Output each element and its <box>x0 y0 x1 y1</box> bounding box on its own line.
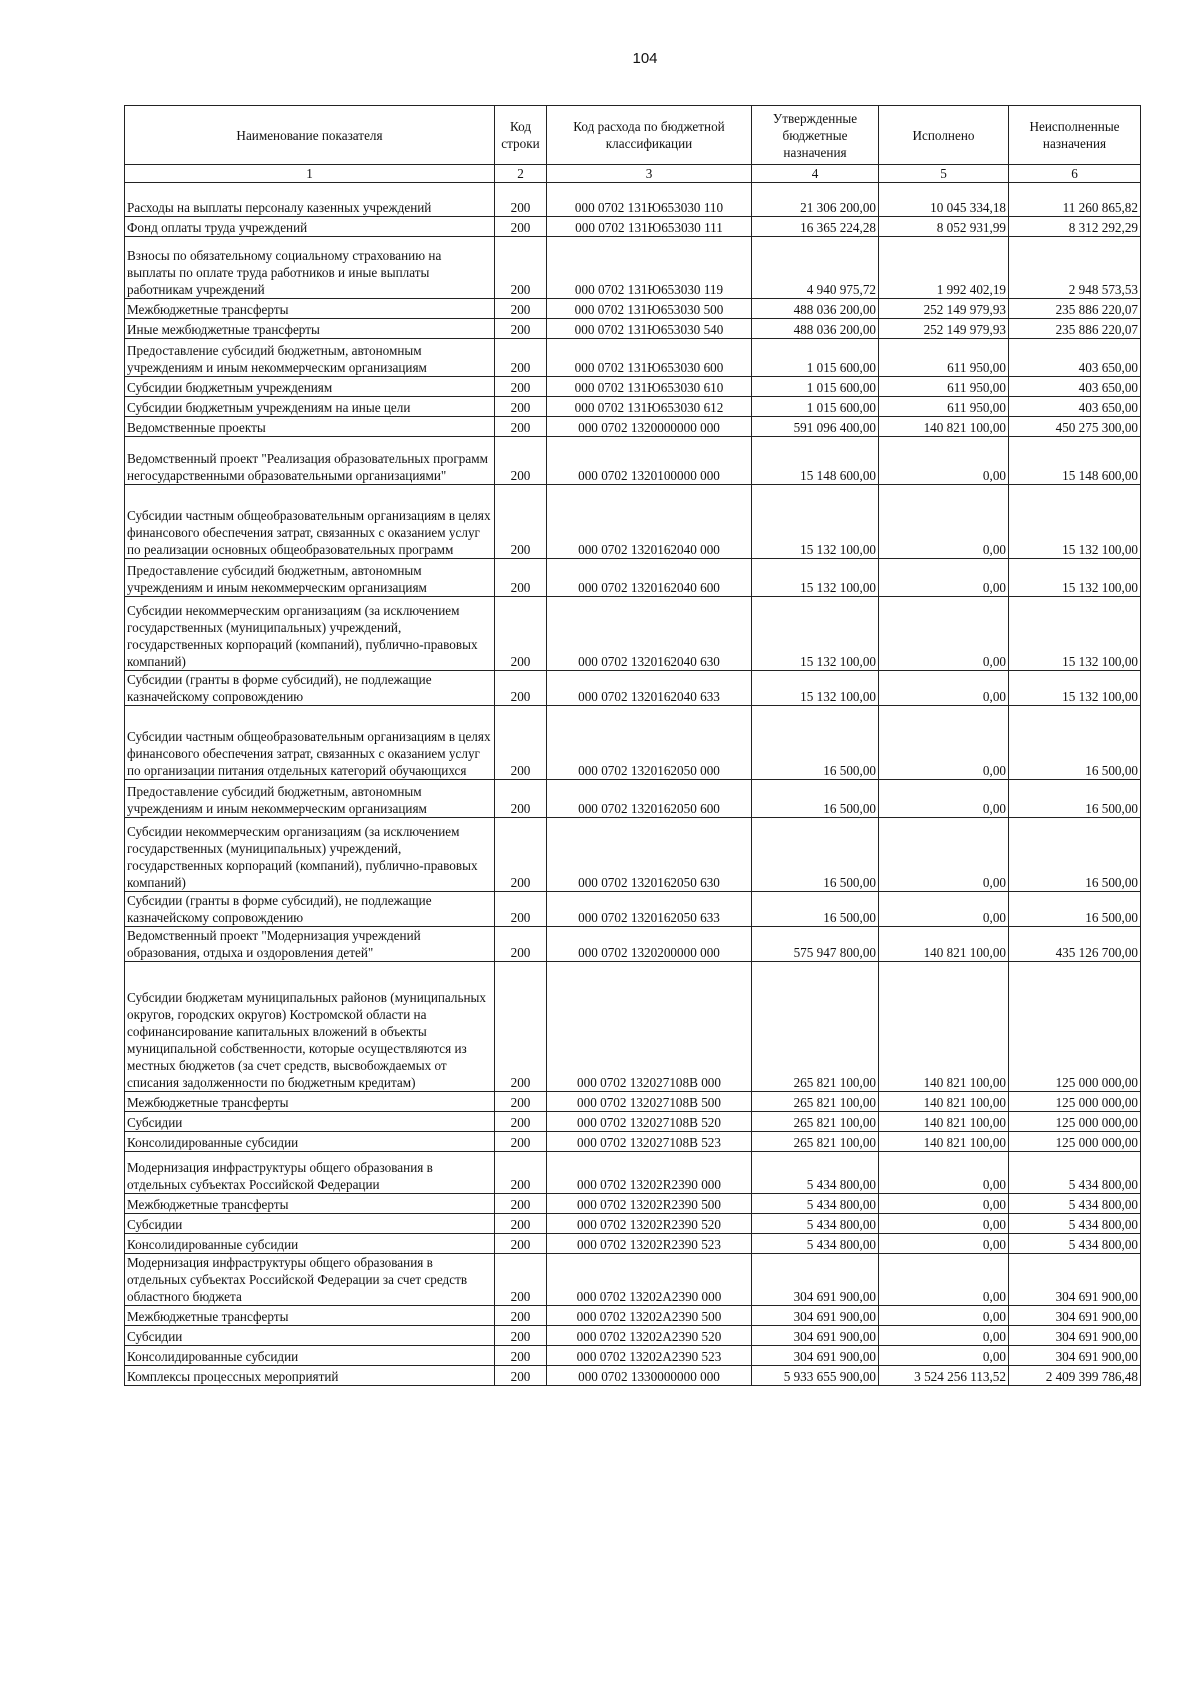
row-name: Субсидии некоммерческим организациям (за исключением государственных (муниципальных) учреждений, государственных корпораций (компаний), публично-правовых компаний) <box>125 597 495 671</box>
row-code: 200 <box>495 237 547 299</box>
row-kbk: 000 0702 1320100000 000 <box>547 437 752 485</box>
row-executed: 0,00 <box>879 485 1009 559</box>
row-code: 200 <box>495 962 547 1092</box>
row-approved: 16 500,00 <box>752 706 879 780</box>
row-unexecuted: 125 000 000,00 <box>1009 1132 1141 1152</box>
row-executed: 0,00 <box>879 437 1009 485</box>
row-name: Субсидии <box>125 1214 495 1234</box>
row-approved: 15 132 100,00 <box>752 559 879 597</box>
row-name: Субсидии некоммерческим организациям (за исключением государственных (муниципальных) учреждений, государственных корпораций (компаний), публично-правовых компаний) <box>125 818 495 892</box>
row-unexecuted: 2 409 399 786,48 <box>1009 1366 1141 1386</box>
row-unexecuted: 15 132 100,00 <box>1009 597 1141 671</box>
row-approved: 5 434 800,00 <box>752 1214 879 1234</box>
row-name: Расходы на выплаты персоналу казенных учреждений <box>125 183 495 217</box>
table-row <box>125 1214 1141 1234</box>
row-code: 200 <box>495 706 547 780</box>
row-approved: 304 691 900,00 <box>752 1306 879 1326</box>
row-approved: 265 821 100,00 <box>752 1092 879 1112</box>
row-kbk: 000 0702 132027108B 500 <box>547 1092 752 1112</box>
row-executed: 0,00 <box>879 1254 1009 1306</box>
row-name: Межбюджетные трансферты <box>125 1194 495 1214</box>
row-approved: 304 691 900,00 <box>752 1326 879 1346</box>
row-code: 200 <box>495 597 547 671</box>
row-kbk: 000 0702 13202A2390 520 <box>547 1326 752 1346</box>
row-name: Консолидированные субсидии <box>125 1234 495 1254</box>
table-row <box>125 237 1141 299</box>
row-kbk: 000 0702 131Ю653030 119 <box>547 237 752 299</box>
row-name: Субсидии (гранты в форме субсидий), не подлежащие казначейскому сопровождению <box>125 892 495 927</box>
row-code: 200 <box>495 397 547 417</box>
row-code: 200 <box>495 892 547 927</box>
header-code: Код строки <box>495 106 547 165</box>
row-code: 200 <box>495 417 547 437</box>
row-approved: 265 821 100,00 <box>752 962 879 1092</box>
row-unexecuted: 2 948 573,53 <box>1009 237 1141 299</box>
header-kbk: Код расхода по бюджетной классификации <box>547 106 752 165</box>
table-row <box>125 706 1141 780</box>
table-row <box>125 1132 1141 1152</box>
row-executed: 0,00 <box>879 1152 1009 1194</box>
row-code: 200 <box>495 183 547 217</box>
row-approved: 5 434 800,00 <box>752 1152 879 1194</box>
row-executed: 140 821 100,00 <box>879 1132 1009 1152</box>
row-name: Консолидированные субсидии <box>125 1346 495 1366</box>
row-code: 200 <box>495 1346 547 1366</box>
row-approved: 488 036 200,00 <box>752 299 879 319</box>
row-unexecuted: 5 434 800,00 <box>1009 1152 1141 1194</box>
table-row <box>125 437 1141 485</box>
row-unexecuted: 435 126 700,00 <box>1009 927 1141 962</box>
row-name: Субсидии <box>125 1112 495 1132</box>
row-approved: 15 132 100,00 <box>752 597 879 671</box>
column-number-row <box>125 165 1141 183</box>
row-name: Субсидии бюджетным учреждениям <box>125 377 495 397</box>
row-approved: 5 434 800,00 <box>752 1194 879 1214</box>
row-unexecuted: 15 132 100,00 <box>1009 559 1141 597</box>
header-name: Наименование показателя <box>125 106 495 165</box>
row-unexecuted: 15 132 100,00 <box>1009 671 1141 706</box>
row-name: Иные межбюджетные трансферты <box>125 319 495 339</box>
row-unexecuted: 403 650,00 <box>1009 339 1141 377</box>
row-name: Субсидии (гранты в форме субсидий), не подлежащие казначейскому сопровождению <box>125 671 495 706</box>
table-row <box>125 183 1141 217</box>
row-kbk: 000 0702 131Ю653030 600 <box>547 339 752 377</box>
table-row <box>125 1112 1141 1132</box>
row-unexecuted: 125 000 000,00 <box>1009 962 1141 1092</box>
row-kbk: 000 0702 13202A2390 500 <box>547 1306 752 1326</box>
table-row <box>125 1152 1141 1194</box>
row-kbk: 000 0702 131Ю653030 540 <box>547 319 752 339</box>
table-row <box>125 1092 1141 1112</box>
header-approved: Утвержденные бюджетные назначения <box>752 106 879 165</box>
row-unexecuted: 125 000 000,00 <box>1009 1112 1141 1132</box>
row-executed: 140 821 100,00 <box>879 1112 1009 1132</box>
table-row <box>125 962 1141 1092</box>
row-kbk: 000 0702 13202R2390 000 <box>547 1152 752 1194</box>
row-kbk: 000 0702 1320200000 000 <box>547 927 752 962</box>
row-executed: 0,00 <box>879 1194 1009 1214</box>
row-name: Ведомственный проект "Модернизация учреждений образования, отдыха и оздоровления детей" <box>125 927 495 962</box>
row-approved: 15 148 600,00 <box>752 437 879 485</box>
row-name: Предоставление субсидий бюджетным, автономным учреждениям и иным некоммерческим организациям <box>125 780 495 818</box>
row-kbk: 000 0702 131Ю653030 610 <box>547 377 752 397</box>
row-executed: 0,00 <box>879 1346 1009 1366</box>
column-number: 3 <box>547 165 752 183</box>
row-executed: 140 821 100,00 <box>879 1092 1009 1112</box>
row-approved: 16 500,00 <box>752 892 879 927</box>
row-approved: 575 947 800,00 <box>752 927 879 962</box>
row-unexecuted: 304 691 900,00 <box>1009 1346 1141 1366</box>
row-name: Субсидии <box>125 1326 495 1346</box>
row-unexecuted: 15 132 100,00 <box>1009 485 1141 559</box>
row-kbk: 000 0702 13202A2390 000 <box>547 1254 752 1306</box>
row-unexecuted: 304 691 900,00 <box>1009 1326 1141 1346</box>
row-name: Фонд оплаты труда учреждений <box>125 217 495 237</box>
row-executed: 0,00 <box>879 1326 1009 1346</box>
row-name: Модернизация инфраструктуры общего образования в отдельных субъектах Российской Федерации за счет средств областного бюджета <box>125 1254 495 1306</box>
row-approved: 15 132 100,00 <box>752 671 879 706</box>
row-kbk: 000 0702 131Ю653030 500 <box>547 299 752 319</box>
row-unexecuted: 403 650,00 <box>1009 397 1141 417</box>
row-executed: 0,00 <box>879 597 1009 671</box>
table-row <box>125 1306 1141 1326</box>
table-row <box>125 892 1141 927</box>
row-code: 200 <box>495 1254 547 1306</box>
table-row <box>125 671 1141 706</box>
row-approved: 1 015 600,00 <box>752 397 879 417</box>
row-name: Субсидии частным общеобразовательным организациям в целях финансового обеспечения затрат, связанных с оказанием услуг по организации питания отдельных категорий обучающихся <box>125 706 495 780</box>
column-number: 5 <box>879 165 1009 183</box>
row-kbk: 000 0702 1320162040 630 <box>547 597 752 671</box>
column-number: 4 <box>752 165 879 183</box>
row-executed: 0,00 <box>879 892 1009 927</box>
row-approved: 591 096 400,00 <box>752 417 879 437</box>
row-code: 200 <box>495 1194 547 1214</box>
row-kbk: 000 0702 13202A2390 523 <box>547 1346 752 1366</box>
row-unexecuted: 5 434 800,00 <box>1009 1234 1141 1254</box>
row-unexecuted: 5 434 800,00 <box>1009 1194 1141 1214</box>
row-executed: 0,00 <box>879 1234 1009 1254</box>
table-row <box>125 417 1141 437</box>
row-unexecuted: 235 886 220,07 <box>1009 319 1141 339</box>
row-executed: 252 149 979,93 <box>879 319 1009 339</box>
row-code: 200 <box>495 1092 547 1112</box>
row-kbk: 000 0702 1320162050 600 <box>547 780 752 818</box>
header-unexecuted: Неисполненные назначения <box>1009 106 1141 165</box>
row-unexecuted: 16 500,00 <box>1009 706 1141 780</box>
page-number: 104 <box>632 50 658 67</box>
row-executed: 611 950,00 <box>879 397 1009 417</box>
row-code: 200 <box>495 927 547 962</box>
table-header-row <box>125 106 1141 165</box>
row-approved: 21 306 200,00 <box>752 183 879 217</box>
table-row <box>125 339 1141 377</box>
row-executed: 3 524 256 113,52 <box>879 1366 1009 1386</box>
row-executed: 0,00 <box>879 706 1009 780</box>
row-code: 200 <box>495 1234 547 1254</box>
row-code: 200 <box>495 319 547 339</box>
row-kbk: 000 0702 131Ю653030 111 <box>547 217 752 237</box>
row-approved: 15 132 100,00 <box>752 485 879 559</box>
table-row <box>125 927 1141 962</box>
row-approved: 488 036 200,00 <box>752 319 879 339</box>
row-code: 200 <box>495 818 547 892</box>
row-unexecuted: 16 500,00 <box>1009 780 1141 818</box>
row-kbk: 000 0702 1320162050 633 <box>547 892 752 927</box>
row-unexecuted: 11 260 865,82 <box>1009 183 1141 217</box>
row-executed: 140 821 100,00 <box>879 927 1009 962</box>
row-unexecuted: 15 148 600,00 <box>1009 437 1141 485</box>
table-body <box>125 183 1141 1386</box>
row-approved: 1 015 600,00 <box>752 377 879 397</box>
table-row <box>125 299 1141 319</box>
row-unexecuted: 450 275 300,00 <box>1009 417 1141 437</box>
table-row <box>125 818 1141 892</box>
row-name: Субсидии бюджетам муниципальных районов (муниципальных округов, городских округов) Костромской области на софинансирование капитальных вложений в объекты муниципальной собственности, которые осуществляются из местных бюджетов (за счет средств, высвобождаемых от списания задолженности по бюджетным кредитам) <box>125 962 495 1092</box>
row-code: 200 <box>495 671 547 706</box>
row-executed: 0,00 <box>879 559 1009 597</box>
row-name: Субсидии бюджетным учреждениям на иные цели <box>125 397 495 417</box>
table-row <box>125 319 1141 339</box>
row-name: Ведомственный проект "Реализация образовательных программ негосударственными образовательными организациями" <box>125 437 495 485</box>
row-kbk: 000 0702 131Ю653030 612 <box>547 397 752 417</box>
row-name: Взносы по обязательному социальному страхованию на выплаты по оплате труда работников и иные выплаты работникам учреждений <box>125 237 495 299</box>
row-name: Ведомственные проекты <box>125 417 495 437</box>
row-approved: 5 933 655 900,00 <box>752 1366 879 1386</box>
row-executed: 10 045 334,18 <box>879 183 1009 217</box>
row-unexecuted: 235 886 220,07 <box>1009 299 1141 319</box>
table-row <box>125 597 1141 671</box>
row-unexecuted: 16 500,00 <box>1009 892 1141 927</box>
row-kbk: 000 0702 132027108B 000 <box>547 962 752 1092</box>
row-name: Межбюджетные трансферты <box>125 299 495 319</box>
row-executed: 140 821 100,00 <box>879 417 1009 437</box>
row-executed: 140 821 100,00 <box>879 962 1009 1092</box>
row-code: 200 <box>495 1366 547 1386</box>
row-kbk: 000 0702 1320162040 600 <box>547 559 752 597</box>
row-kbk: 000 0702 1320162040 000 <box>547 485 752 559</box>
row-kbk: 000 0702 132027108B 520 <box>547 1112 752 1132</box>
row-approved: 265 821 100,00 <box>752 1132 879 1152</box>
row-code: 200 <box>495 1152 547 1194</box>
row-unexecuted: 304 691 900,00 <box>1009 1254 1141 1306</box>
row-executed: 0,00 <box>879 1306 1009 1326</box>
row-kbk: 000 0702 1320162040 633 <box>547 671 752 706</box>
column-number: 6 <box>1009 165 1141 183</box>
row-approved: 1 015 600,00 <box>752 339 879 377</box>
row-approved: 304 691 900,00 <box>752 1346 879 1366</box>
row-code: 200 <box>495 339 547 377</box>
row-unexecuted: 8 312 292,29 <box>1009 217 1141 237</box>
row-name: Межбюджетные трансферты <box>125 1092 495 1112</box>
row-unexecuted: 125 000 000,00 <box>1009 1092 1141 1112</box>
header-executed: Исполнено <box>879 106 1009 165</box>
table-row <box>125 377 1141 397</box>
row-executed: 0,00 <box>879 818 1009 892</box>
row-code: 200 <box>495 1132 547 1152</box>
column-number: 2 <box>495 165 547 183</box>
table-row <box>125 1366 1141 1386</box>
row-kbk: 000 0702 13202R2390 500 <box>547 1194 752 1214</box>
row-kbk: 000 0702 132027108B 523 <box>547 1132 752 1152</box>
row-unexecuted: 304 691 900,00 <box>1009 1306 1141 1326</box>
row-unexecuted: 5 434 800,00 <box>1009 1214 1141 1234</box>
column-number: 1 <box>125 165 495 183</box>
row-kbk: 000 0702 1320000000 000 <box>547 417 752 437</box>
table-row <box>125 217 1141 237</box>
table-row <box>125 485 1141 559</box>
row-code: 200 <box>495 1112 547 1132</box>
row-approved: 16 365 224,28 <box>752 217 879 237</box>
row-code: 200 <box>495 299 547 319</box>
table-row <box>125 1254 1141 1306</box>
row-code: 200 <box>495 1214 547 1234</box>
row-name: Модернизация инфраструктуры общего образования в отдельных субъектах Российской Федерации <box>125 1152 495 1194</box>
table-row <box>125 1194 1141 1214</box>
row-code: 200 <box>495 437 547 485</box>
row-name: Комплексы процессных мероприятий <box>125 1366 495 1386</box>
row-approved: 4 940 975,72 <box>752 237 879 299</box>
row-code: 200 <box>495 485 547 559</box>
row-approved: 304 691 900,00 <box>752 1254 879 1306</box>
row-name: Субсидии частным общеобразовательным организациям в целях финансового обеспечения затрат, связанных с оказанием услуг по реализации основных общеобразовательных программ <box>125 485 495 559</box>
row-code: 200 <box>495 217 547 237</box>
table-row <box>125 1346 1141 1366</box>
row-code: 200 <box>495 780 547 818</box>
row-code: 200 <box>495 377 547 397</box>
row-approved: 5 434 800,00 <box>752 1234 879 1254</box>
row-executed: 252 149 979,93 <box>879 299 1009 319</box>
row-executed: 0,00 <box>879 780 1009 818</box>
table-row <box>125 397 1141 417</box>
row-code: 200 <box>495 1326 547 1346</box>
row-kbk: 000 0702 1320162050 000 <box>547 706 752 780</box>
budget-execution-table <box>124 105 1141 1386</box>
row-executed: 1 992 402,19 <box>879 237 1009 299</box>
row-code: 200 <box>495 559 547 597</box>
row-executed: 611 950,00 <box>879 377 1009 397</box>
row-approved: 16 500,00 <box>752 818 879 892</box>
row-code: 200 <box>495 1306 547 1326</box>
row-executed: 0,00 <box>879 1214 1009 1234</box>
row-executed: 611 950,00 <box>879 339 1009 377</box>
row-unexecuted: 403 650,00 <box>1009 377 1141 397</box>
table-row <box>125 780 1141 818</box>
table-row <box>125 559 1141 597</box>
table-row <box>125 1234 1141 1254</box>
row-executed: 0,00 <box>879 671 1009 706</box>
table-row <box>125 1326 1141 1346</box>
row-kbk: 000 0702 13202R2390 523 <box>547 1234 752 1254</box>
row-name: Межбюджетные трансферты <box>125 1306 495 1326</box>
row-approved: 16 500,00 <box>752 780 879 818</box>
row-approved: 265 821 100,00 <box>752 1112 879 1132</box>
row-name: Предоставление субсидий бюджетным, автономным учреждениям и иным некоммерческим организациям <box>125 339 495 377</box>
row-name: Консолидированные субсидии <box>125 1132 495 1152</box>
row-name: Предоставление субсидий бюджетным, автономным учреждениям и иным некоммерческим организациям <box>125 559 495 597</box>
row-kbk: 000 0702 1320162050 630 <box>547 818 752 892</box>
row-executed: 8 052 931,99 <box>879 217 1009 237</box>
row-kbk: 000 0702 1330000000 000 <box>547 1366 752 1386</box>
row-kbk: 000 0702 131Ю653030 110 <box>547 183 752 217</box>
row-kbk: 000 0702 13202R2390 520 <box>547 1214 752 1234</box>
row-unexecuted: 16 500,00 <box>1009 818 1141 892</box>
